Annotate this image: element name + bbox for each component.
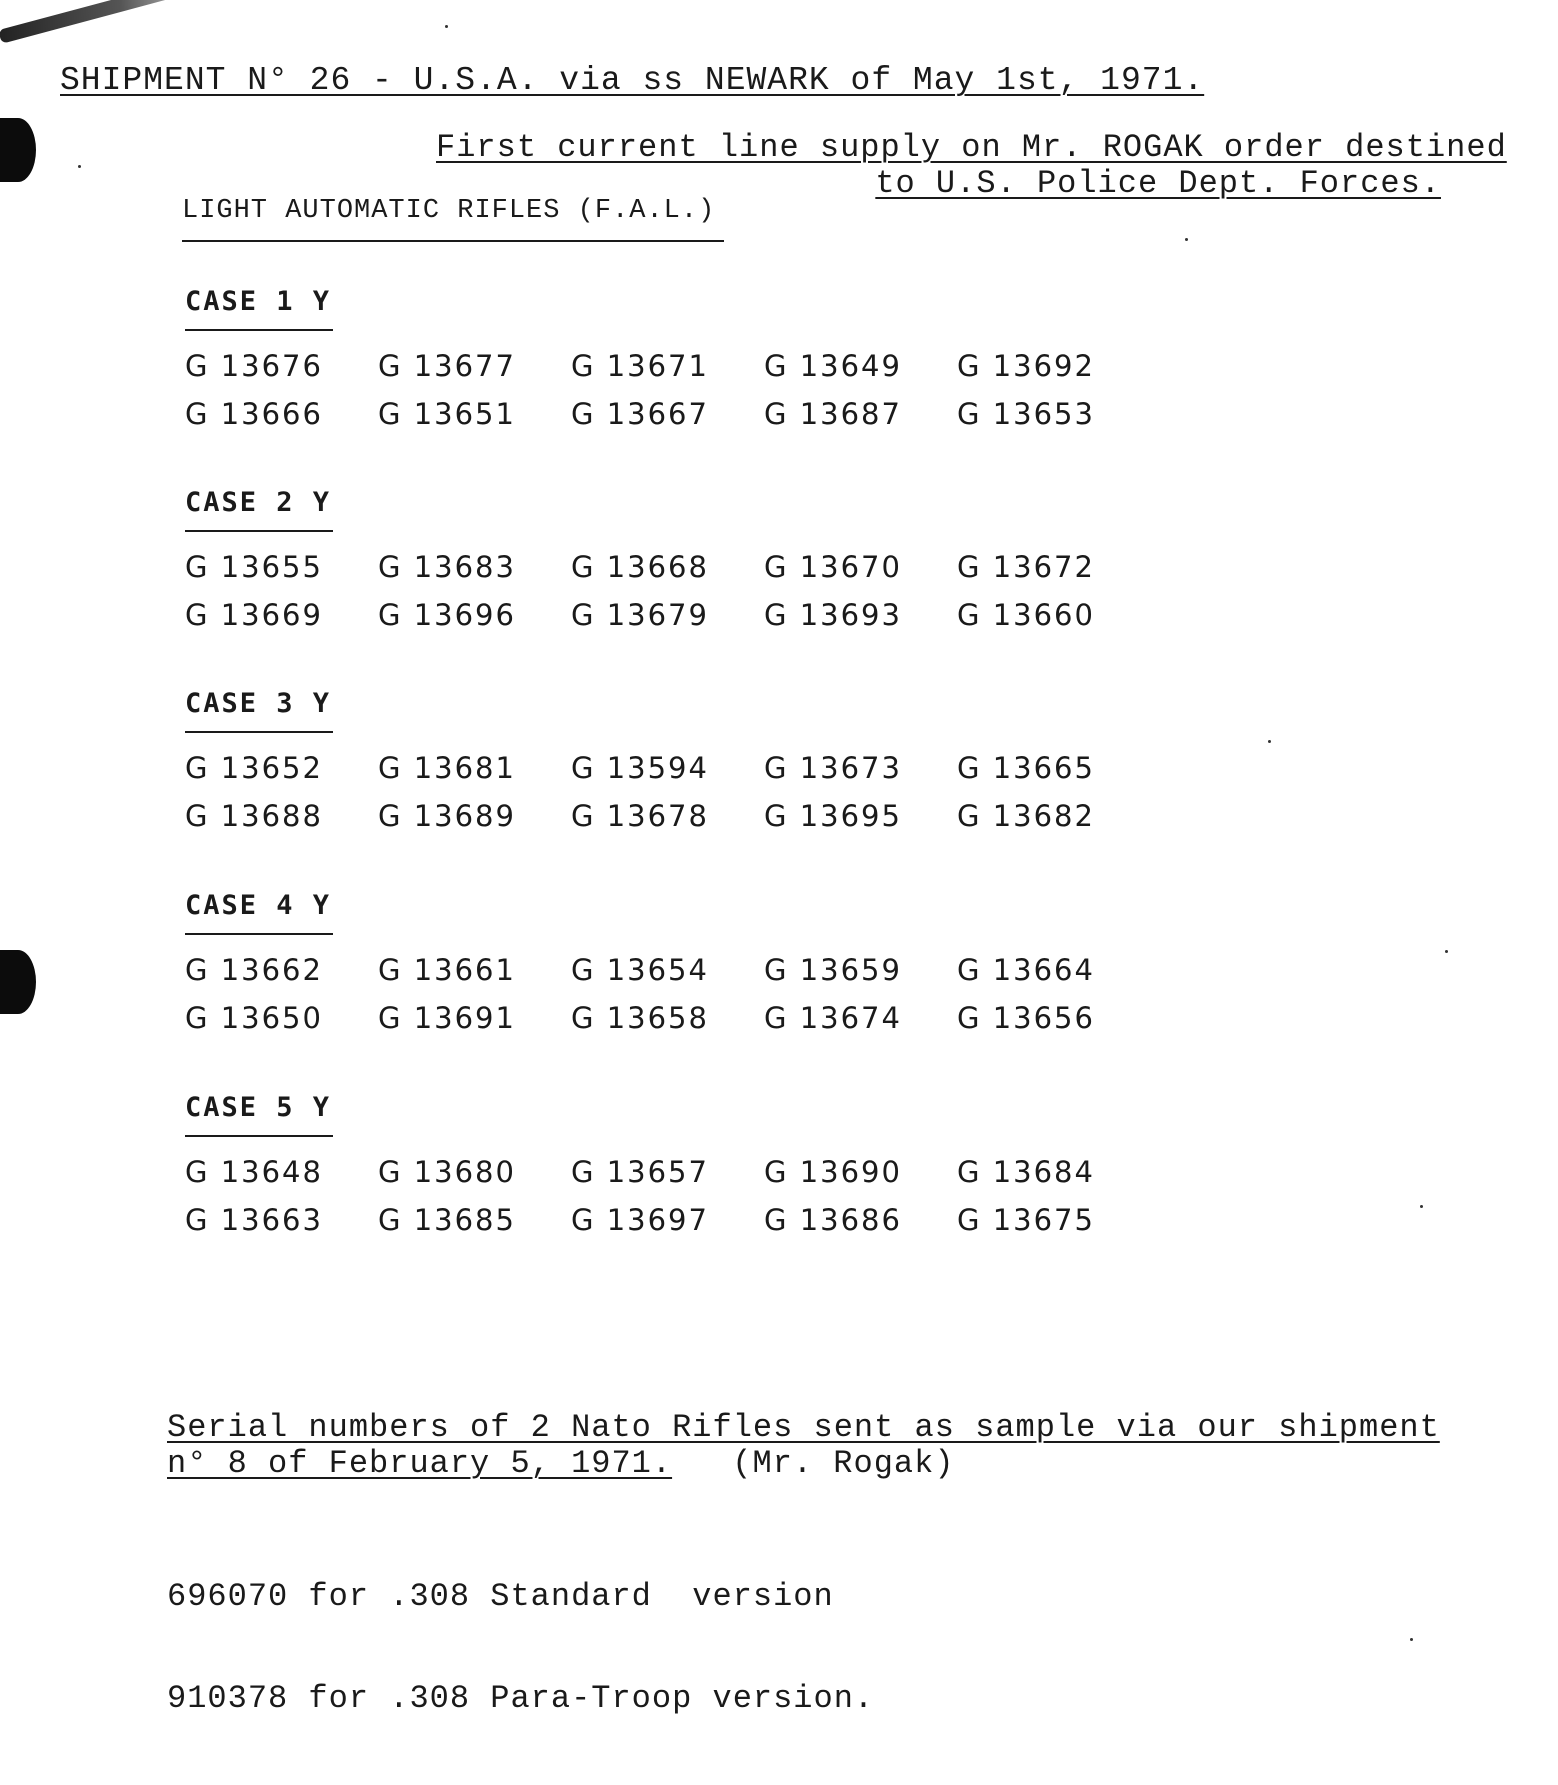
serial-number: G 13687	[764, 397, 902, 431]
serial-number: G 13697	[571, 1203, 709, 1237]
sample-heading-line-1: Serial numbers of 2 Nato Rifles sent as sample via our shipment	[167, 1409, 1440, 1446]
serial-number: G 13673	[764, 751, 902, 785]
serial-number: G 13683	[378, 550, 516, 584]
serial-number: G 13693	[764, 598, 902, 632]
serial-number: G 13658	[571, 1001, 709, 1035]
serial-number: G 13665	[957, 751, 1095, 785]
subtitle-line-2: to U.S. Police Dept. Forces.	[875, 165, 1441, 202]
subtitle-line-1: First current line supply on Mr. ROGAK order destined	[436, 129, 1507, 166]
serial-number: G 13679	[571, 598, 709, 632]
serial-number: G 13684	[957, 1155, 1095, 1189]
serial-number: G 13680	[378, 1155, 516, 1189]
sample-serial-line: 910378 for .308 Para-Troop version.	[167, 1680, 875, 1717]
case-label: CASE 4 Y	[185, 890, 333, 935]
speck	[78, 165, 81, 168]
serial-number: G 13690	[764, 1155, 902, 1189]
serial-number: G 13654	[571, 953, 709, 987]
serial-number: G 13681	[378, 751, 516, 785]
case-block	[185, 1092, 1185, 1237]
case-block	[185, 890, 1185, 1035]
serial-grid	[185, 1155, 1185, 1237]
serial-number: G 13649	[764, 349, 902, 383]
serial-grid	[185, 349, 1185, 431]
document-subtitle	[436, 130, 1521, 202]
serial-number: G 13655	[185, 550, 323, 584]
serial-number: G 13650	[185, 1001, 323, 1035]
speck	[1410, 1638, 1413, 1641]
serial-number: G 13668	[571, 550, 709, 584]
serial-number: G 13653	[957, 397, 1095, 431]
serial-number: G 13664	[957, 953, 1095, 987]
serial-number: G 13669	[185, 598, 323, 632]
case-label: CASE 3 Y	[185, 688, 333, 733]
sample-heading-note: (Mr. Rogak)	[732, 1445, 955, 1482]
speck	[445, 25, 448, 28]
serial-number: G 13688	[185, 799, 323, 833]
sample-heading	[167, 1410, 1477, 1482]
punch-hole-bottom	[0, 950, 36, 1014]
serial-number: G 13686	[764, 1203, 902, 1237]
serial-number: G 13656	[957, 1001, 1095, 1035]
case-label: CASE 2 Y	[185, 487, 333, 532]
speck	[1268, 740, 1271, 743]
serial-grid	[185, 751, 1185, 833]
speck	[1185, 238, 1188, 241]
serial-number: G 13695	[764, 799, 902, 833]
serial-number: G 13652	[185, 751, 323, 785]
case-block	[185, 286, 1185, 431]
serial-number: G 13651	[378, 397, 516, 431]
serial-number: G 13660	[957, 598, 1095, 632]
serial-number: G 13676	[185, 349, 323, 383]
serial-grid	[185, 953, 1185, 1035]
serial-number: G 13672	[957, 550, 1095, 584]
speck	[1445, 950, 1448, 953]
serial-number: G 13691	[378, 1001, 516, 1035]
sample-heading-line-2: n° 8 of February 5, 1971.	[167, 1445, 673, 1482]
serial-number: G 13671	[571, 349, 709, 383]
serial-number: G 13670	[764, 550, 902, 584]
scan-streak	[0, 0, 243, 44]
serial-number: G 13696	[378, 598, 516, 632]
serial-number: G 13667	[571, 397, 709, 431]
serial-number: G 13659	[764, 953, 902, 987]
case-block	[185, 487, 1185, 632]
serial-number: G 13657	[571, 1155, 709, 1189]
serial-number: G 13692	[957, 349, 1095, 383]
serial-number: G 13662	[185, 953, 323, 987]
sample-serial-line: 696070 for .308 Standard version	[167, 1578, 834, 1615]
document-title: SHIPMENT N° 26 - U.S.A. via ss NEWARK of May 1st, 1971.	[60, 62, 1205, 99]
serial-number: G 13594	[571, 751, 709, 785]
serial-number: G 13661	[378, 953, 516, 987]
sample-serial-list	[167, 1512, 874, 1784]
serial-number: G 13674	[764, 1001, 902, 1035]
serial-number: G 13663	[185, 1203, 323, 1237]
serial-number: G 13689	[378, 799, 516, 833]
speck	[1420, 1205, 1423, 1208]
serial-number: G 13675	[957, 1203, 1095, 1237]
serial-number: G 13685	[378, 1203, 516, 1237]
section-heading: LIGHT AUTOMATIC RIFLES (F.A.L.)	[182, 196, 724, 242]
serial-grid	[185, 550, 1185, 632]
case-label: CASE 5 Y	[185, 1092, 333, 1137]
serial-number: G 13678	[571, 799, 709, 833]
serial-number: G 13682	[957, 799, 1095, 833]
case-label: CASE 1 Y	[185, 286, 333, 331]
serial-number: G 13677	[378, 349, 516, 383]
serial-number: G 13666	[185, 397, 323, 431]
serial-number: G 13648	[185, 1155, 323, 1189]
case-block	[185, 688, 1185, 833]
punch-hole-top	[0, 118, 36, 182]
